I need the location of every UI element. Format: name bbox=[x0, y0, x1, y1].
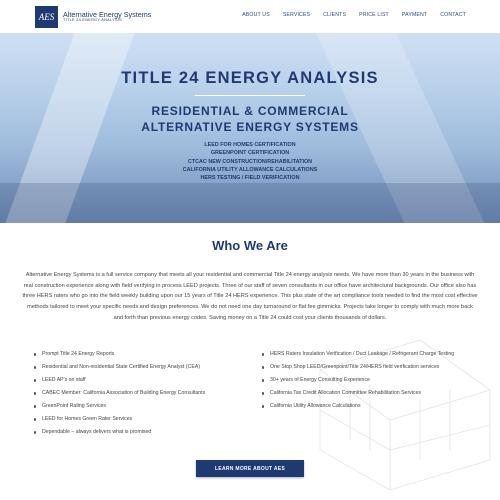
site-header bbox=[0, 0, 500, 33]
logo-tagline: TITLE 24 ENERGY ANALYSIS bbox=[63, 18, 122, 23]
nav-clients[interactable]: CLIENTS bbox=[323, 12, 347, 18]
hero-divider bbox=[195, 95, 305, 96]
logo-name: Alternative Energy Systems bbox=[63, 10, 152, 19]
main-nav bbox=[229, 12, 466, 18]
list-item: GreenPoint Rating Services bbox=[34, 403, 244, 410]
hero-services-list bbox=[0, 141, 500, 182]
list-item: Residential and Non-residential State Certified Energy Analyst (CEA) bbox=[34, 364, 244, 371]
list-item: LEED for Homes Green Rater Services bbox=[34, 416, 244, 423]
hero-service-item: CTCAC NEW CONSTRUCTION/REHABILITATION bbox=[187, 158, 313, 165]
hero-service-item: HERS TESTING / FIELD VERIFICATION bbox=[200, 175, 300, 182]
list-item: Prompt Title 24 Energy Reports bbox=[34, 351, 244, 358]
list-item: California Utility Allowance Calculations bbox=[262, 403, 472, 410]
logo-text bbox=[63, 11, 151, 23]
hero-subtitle-line1: RESIDENTIAL & COMMERCIAL bbox=[151, 104, 349, 118]
list-item: CABEC Member: California Association of Building Energy Consultants bbox=[34, 390, 244, 397]
learn-more-button[interactable]: LEARN MORE ABOUT AES bbox=[196, 460, 304, 477]
features-list-left bbox=[34, 351, 244, 442]
hero-subtitle-line2: ALTERNATIVE ENERGY SYSTEMS bbox=[141, 120, 359, 134]
list-item: One Stop Shop LEED/Greenpoint/Title 24/HERS field verification services bbox=[262, 364, 472, 371]
nav-payment[interactable]: PAYMENT bbox=[401, 12, 428, 18]
nav-services[interactable]: SERVICES bbox=[282, 12, 311, 18]
hero-service-item: GREENPOINT CERTIFICATION bbox=[210, 150, 290, 157]
logo-mark: AES bbox=[35, 6, 58, 28]
list-item: California Tax Credit Allocation Committee Rehabilitation Services bbox=[262, 390, 472, 397]
hero-title: TITLE 24 ENERGY ANALYSIS bbox=[121, 69, 379, 87]
hero-service-item: CALIFORNIA UTILITY ALLOWANCE CALCULATIONS bbox=[182, 166, 318, 173]
hero-service-item: LEED FOR HOMES CERTIFICATION bbox=[204, 142, 296, 148]
hero-banner bbox=[0, 33, 500, 223]
logo[interactable] bbox=[35, 6, 151, 28]
list-item: 30+ years of Energy Consulting Experience bbox=[262, 377, 472, 384]
nav-about-us[interactable]: ABOUT US bbox=[242, 12, 270, 18]
list-item: Dependable – always delivers what is promised bbox=[34, 429, 244, 436]
nav-price-list[interactable]: PRICE LIST bbox=[359, 12, 389, 18]
list-item: HERS Raters Insulation Verification / Duct Leakage / Refrigerant Charge Testing bbox=[262, 351, 472, 358]
nav-contact[interactable]: CONTACT bbox=[440, 12, 466, 18]
hero-floor bbox=[0, 183, 500, 223]
list-item: LEED AP's on staff bbox=[34, 377, 244, 384]
about-paragraph: Alternative Energy Systems is a full service company that meets all your residential and commercial Title 24 energy analysis needs. We have more than 30 years in the business with real construction experience along with field verifying in process LEED projects. Three of our staff of seven consultants in our office have architectural backgrounds. Our office also has three HERS raters who go into the field weekly building upon our 15 years of Title 24 HERS experience. This plus state of the art compliance tools needed to find the most cost effective methods tailored to meet your specific needs and design preferences. We do not need one day turnaround or flat fee gimmicks. Projects take longer to comply with much more back and forth than previous energy codes. Saving money on a Title 24 could cost your clients thousands of dollars. bbox=[22, 272, 478, 321]
features-list-right bbox=[262, 351, 472, 416]
section-title: Who We Are bbox=[212, 238, 288, 253]
